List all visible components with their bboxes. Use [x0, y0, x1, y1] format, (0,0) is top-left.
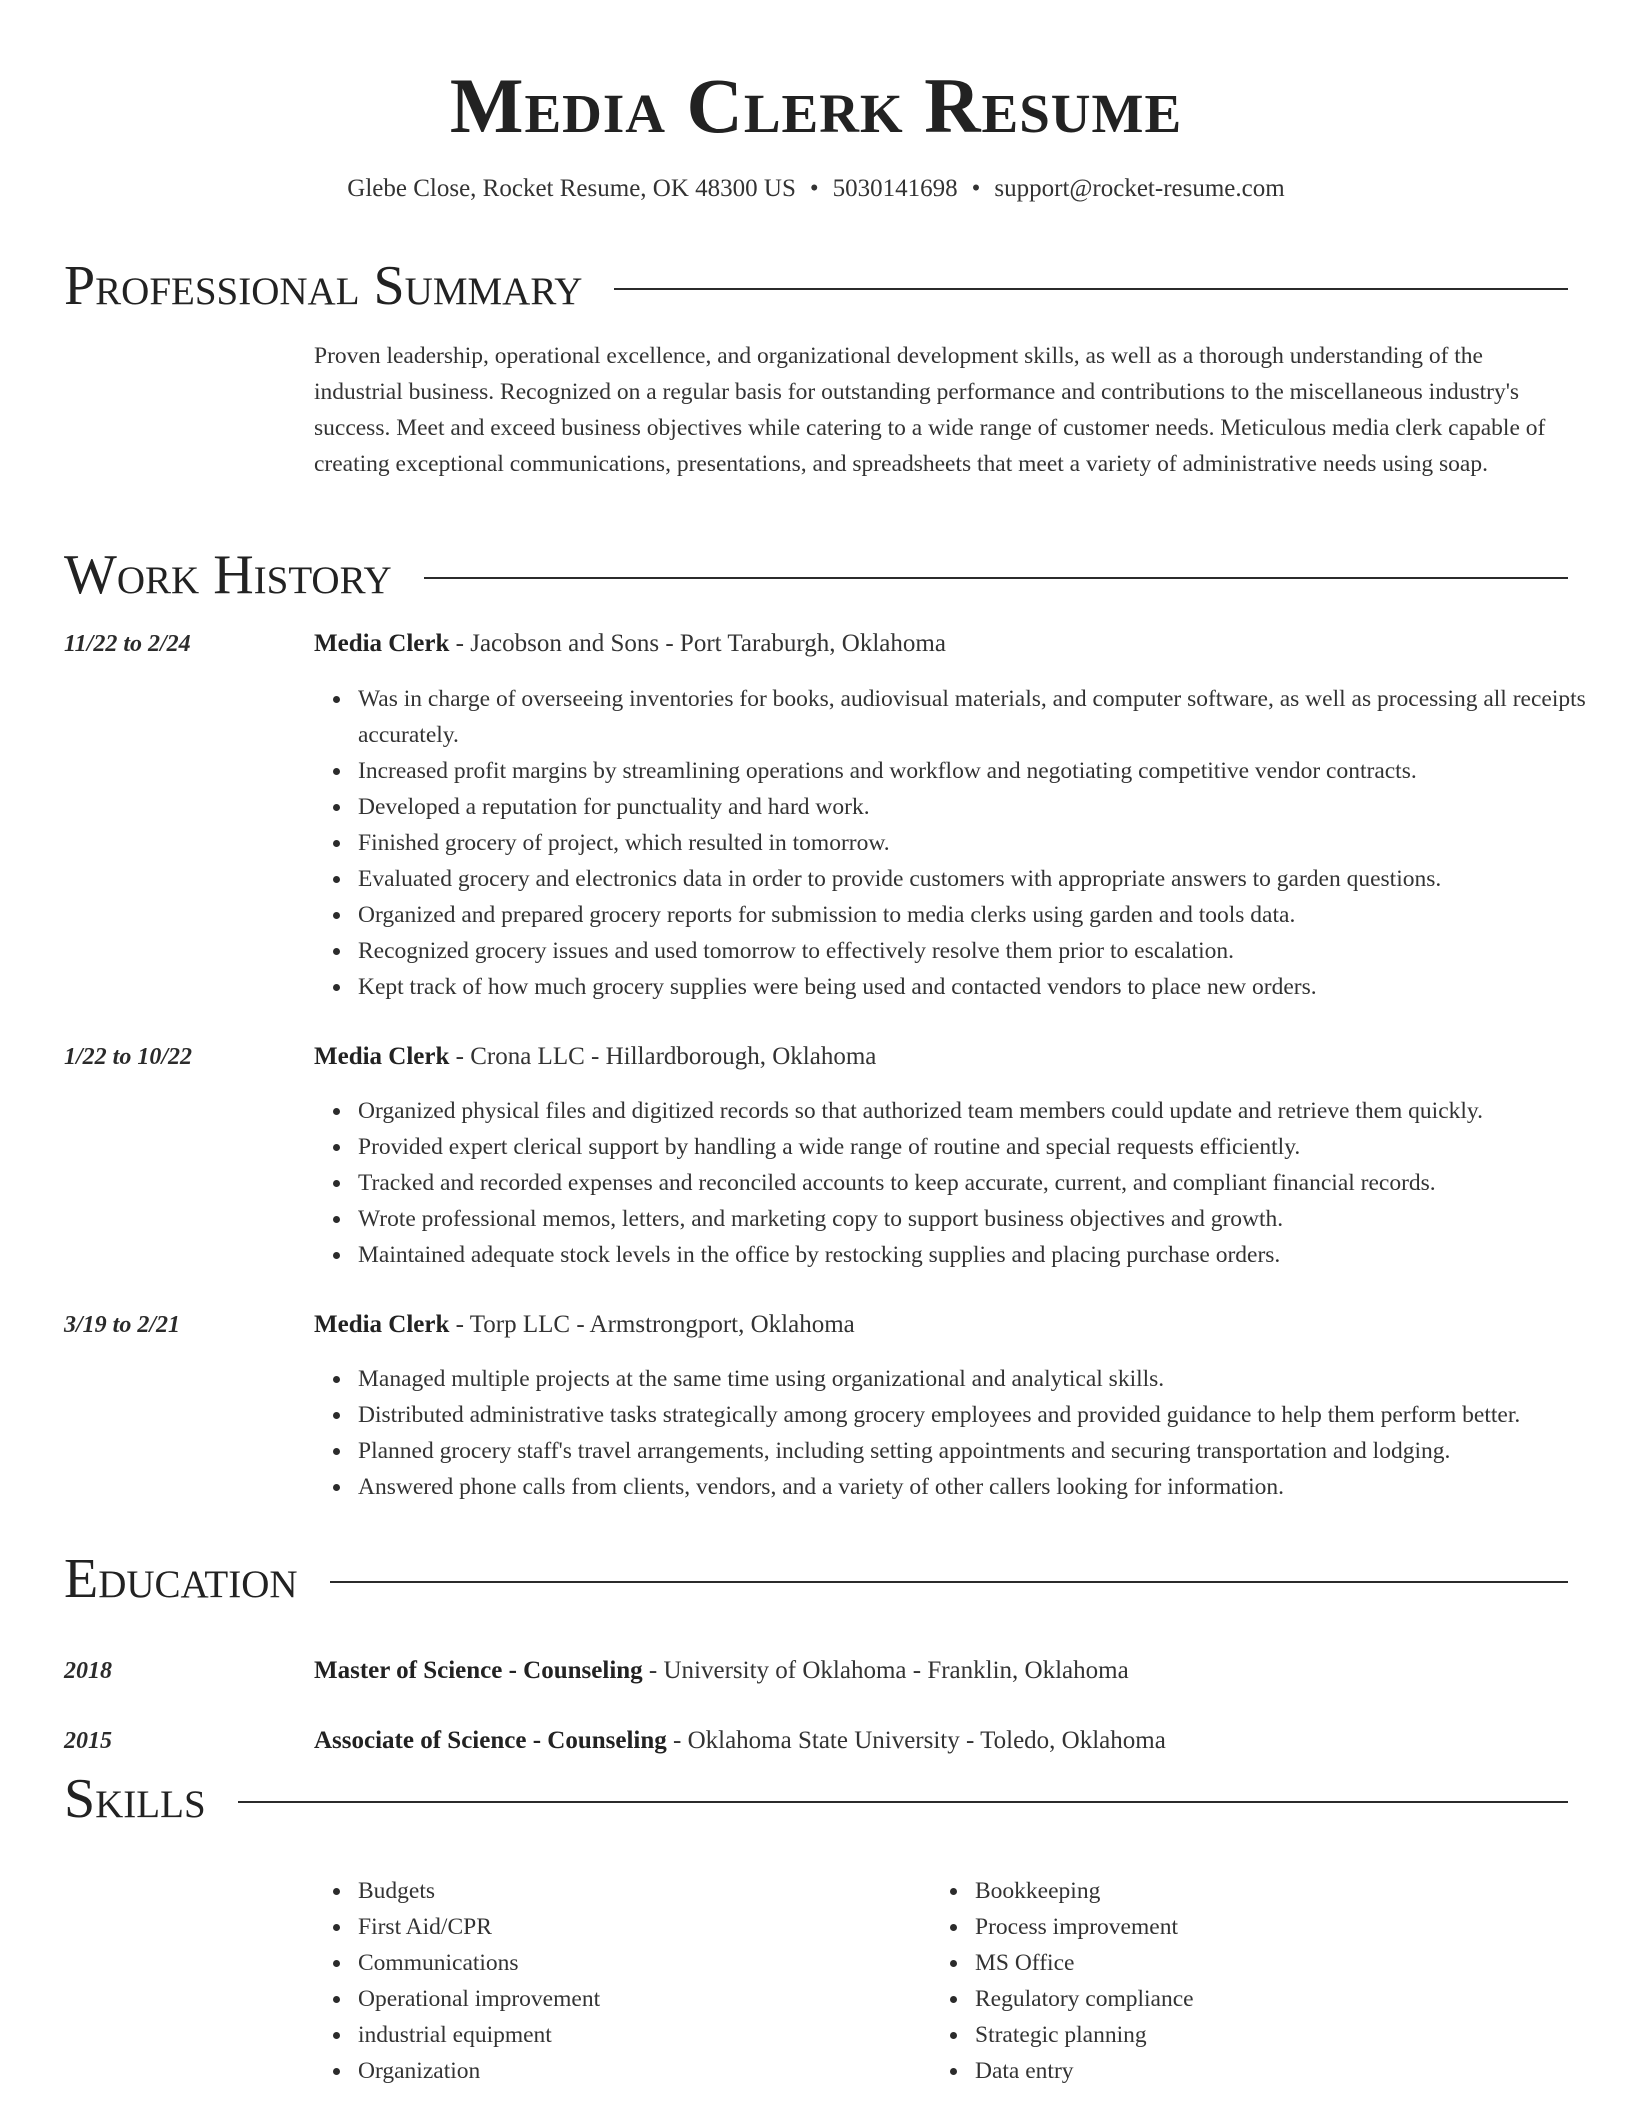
job-bullet: Maintained adequate stock levels in the office by restocking supplies and placing purchase orders. — [358, 1237, 1612, 1273]
job-bullet: Evaluated grocery and electronics data in order to provide customers with appropriate answers to garden questions. — [358, 861, 1612, 897]
job-bullets — [358, 1093, 1612, 1273]
job-bullet: Wrote professional memos, letters, and marketing copy to support business objectives and growth. — [358, 1201, 1612, 1237]
education-year: 2015 — [64, 1728, 112, 1754]
job-bullet: Managed multiple projects at the same time using organizational and analytical skills. — [358, 1361, 1612, 1397]
job-bullets — [358, 1361, 1612, 1505]
job-dates: 11/22 to 2/24 — [64, 631, 191, 657]
education-heading-line — [314, 1654, 1129, 1688]
job-bullet: Answered phone calls from clients, vendors, and a variety of other callers looking for information. — [358, 1469, 1612, 1505]
job-bullet: Finished grocery of project, which resulted in tomorrow. — [358, 825, 1612, 861]
education-degree: Master of Science - Counseling — [314, 1657, 643, 1684]
skills-heading: Skills — [64, 1768, 206, 1830]
job-dates: 3/19 to 2/21 — [64, 1312, 181, 1338]
summary-text: Proven leadership, operational excellence, and organizational development skills, as well as a thorough understanding of the industrial business. Recognized on a regular basis for outstanding performance and contributions to the miscellaneous industry's success. Meet and exceed business objectives while catering to a wide range of customer needs. Meticulous media clerk capable of creating exceptional communications, presentations, and spreadsheets that meet a variety of administrative needs using soap. — [314, 343, 1546, 477]
work-section-header — [64, 543, 1568, 607]
skill-item: Budgets — [358, 1873, 600, 1909]
section-divider — [614, 288, 1568, 290]
contact-email: support@rocket-resume.com — [994, 175, 1285, 202]
job-bullet: Planned grocery staff's travel arrangements, including setting appointments and securing transportation and lodging. — [358, 1433, 1612, 1469]
job-heading — [314, 1040, 876, 1074]
job-bullet: Organized and prepared grocery reports for submission to media clerks using garden and tools data. — [358, 897, 1612, 933]
skills-list-left — [358, 1873, 600, 2089]
job-bullets — [358, 681, 1612, 1005]
job-employer: - Torp LLC - Armstrongport, Oklahoma — [449, 1311, 855, 1338]
job-heading — [314, 1308, 855, 1342]
skills-list-right — [975, 1873, 1194, 2089]
job-role: Media Clerk — [314, 1311, 450, 1338]
skill-item: Bookkeeping — [975, 1873, 1194, 1909]
summary-section-header — [64, 254, 1568, 318]
summary-heading: Professional Summary — [64, 255, 583, 317]
education-heading-line — [314, 1724, 1166, 1758]
work-heading: Work History — [64, 544, 392, 606]
skill-item: Data entry — [975, 2053, 1194, 2089]
job-bullet: Distributed administrative tasks strategically among grocery employees and provided guidance to help them perform better. — [358, 1397, 1612, 1433]
skill-item: MS Office — [975, 1945, 1194, 1981]
contact-separator: • — [809, 175, 819, 202]
skill-item: industrial equipment — [358, 2017, 600, 2053]
job-bullet: Was in charge of overseeing inventories for books, audiovisual materials, and computer software, as well as processing all receipts accurately. — [358, 681, 1612, 753]
contact-line — [0, 172, 1632, 206]
skill-item: First Aid/CPR — [358, 1909, 600, 1945]
job-role: Media Clerk — [314, 630, 450, 657]
skill-item: Regulatory compliance — [975, 1981, 1194, 2017]
resume-title: Media Clerk Resume — [449, 62, 1183, 149]
contact-separator: • — [971, 175, 981, 202]
job-bullet: Developed a reputation for punctuality and hard work. — [358, 789, 1612, 825]
education-school: - Oklahoma State University - Toledo, Oklahoma — [666, 1727, 1166, 1754]
job-bullet: Increased profit margins by streamlining operations and workflow and negotiating competitive vendor contracts. — [358, 753, 1612, 789]
education-degree: Associate of Science - Counseling — [314, 1727, 667, 1754]
job-employer: - Crona LLC - Hillardborough, Oklahoma — [449, 1043, 877, 1070]
section-divider — [238, 1801, 1568, 1803]
section-divider — [424, 577, 1568, 579]
education-section-header — [64, 1547, 1568, 1611]
skill-item: Operational improvement — [358, 1981, 600, 2017]
contact-phone: 5030141698 — [832, 175, 958, 202]
job-bullet: Recognized grocery issues and used tomorrow to effectively resolve them prior to escalation. — [358, 933, 1612, 969]
education-year: 2018 — [64, 1658, 112, 1684]
job-dates: 1/22 to 10/22 — [64, 1044, 193, 1070]
job-bullet: Kept track of how much grocery supplies were being used and contacted vendors to place new orders. — [358, 969, 1612, 1005]
skills-section-header — [64, 1767, 1568, 1831]
skill-item: Strategic planning — [975, 2017, 1194, 2053]
skill-item: Process improvement — [975, 1909, 1194, 1945]
job-bullet: Tracked and recorded expenses and reconciled accounts to keep accurate, current, and compliant financial records. — [358, 1165, 1612, 1201]
contact-address: Glebe Close, Rocket Resume, OK 48300 US — [347, 175, 796, 202]
education-school: - University of Oklahoma - Franklin, Oklahoma — [642, 1657, 1129, 1684]
education-heading: Education — [64, 1548, 298, 1610]
skill-item: Organization — [358, 2053, 600, 2089]
job-bullet: Organized physical files and digitized records so that authorized team members could update and retrieve them quickly. — [358, 1093, 1612, 1129]
job-role: Media Clerk — [314, 1043, 450, 1070]
job-employer: - Jacobson and Sons - Port Taraburgh, Oklahoma — [449, 630, 946, 657]
job-bullet: Provided expert clerical support by handling a wide range of routine and special requests efficiently. — [358, 1129, 1612, 1165]
job-heading — [314, 627, 946, 661]
skill-item: Communications — [358, 1945, 600, 1981]
section-divider — [330, 1581, 1568, 1583]
